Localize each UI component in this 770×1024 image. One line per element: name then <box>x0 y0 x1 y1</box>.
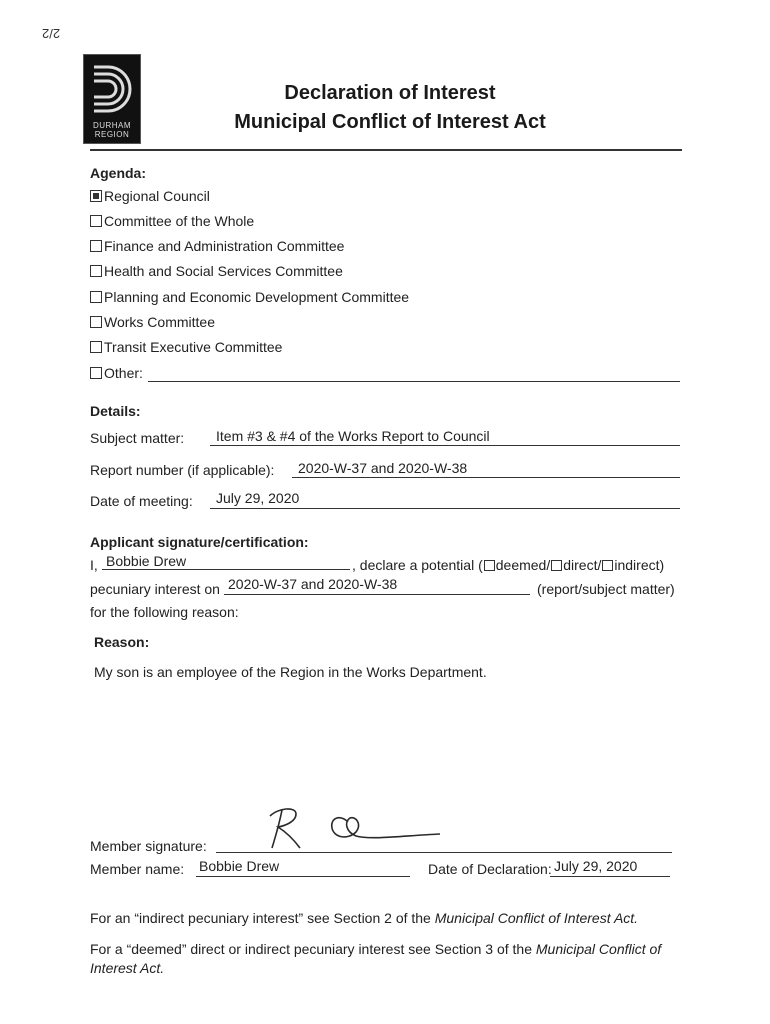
checkbox-icon[interactable] <box>551 560 562 571</box>
logo-text-line1: DURHAM <box>92 121 132 130</box>
agenda-item-regional-council[interactable]: Regional Council <box>90 188 210 204</box>
durham-region-logo <box>83 54 141 144</box>
checkbox-icon[interactable] <box>484 560 495 571</box>
agenda-item-other[interactable]: Other: <box>90 365 143 381</box>
form-subtitle: Municipal Conflict of Interest Act <box>234 111 546 133</box>
member-signature-label: Member signature: <box>90 838 207 854</box>
report-number-value[interactable]: 2020-W-37 and 2020-W-38 <box>298 460 468 476</box>
date-of-meeting-value[interactable]: July 29, 2020 <box>216 490 300 506</box>
pecuniary-label: pecuniary interest on <box>90 581 220 597</box>
checkbox-icon[interactable] <box>90 215 102 227</box>
page-number: 2/2 <box>42 26 61 41</box>
checkbox-icon[interactable] <box>90 341 102 353</box>
checkbox-icon[interactable] <box>90 316 102 328</box>
agenda-item-planning[interactable]: Planning and Economic Development Committee <box>90 289 409 305</box>
declare-statement: , declare a potential ( deemed/ direct/ indirect) <box>352 557 665 573</box>
subject-matter-value[interactable]: Item #3 & #4 of the Works Report to Council <box>216 428 490 444</box>
report-subject-label: (report/subject matter) <box>537 581 675 597</box>
agenda-item-health[interactable]: Health and Social Services Committee <box>90 263 343 279</box>
member-name-label: Member name: <box>90 861 185 877</box>
applicant-name-line <box>102 569 350 570</box>
applicant-name[interactable]: Bobbie Drew <box>106 553 187 569</box>
reason-text[interactable]: My son is an employee of the Region in the Works Department. <box>94 664 487 680</box>
checkbox-checked-icon[interactable] <box>90 190 102 202</box>
member-name-line <box>196 876 410 877</box>
checkbox-icon[interactable] <box>90 291 102 303</box>
handwritten-signature <box>260 800 450 858</box>
reason-intro: for the following reason: <box>90 604 239 620</box>
applicant-prefix: I, <box>90 557 98 573</box>
date-of-meeting-label: Date of meeting: <box>90 493 193 509</box>
form-title: Declaration of Interest <box>284 82 496 104</box>
header-divider <box>90 149 682 151</box>
logo-text-line2: REGION <box>94 130 130 139</box>
agenda-item-transit[interactable]: Transit Executive Committee <box>90 339 282 355</box>
date-of-declaration-label: Date of Declaration: <box>428 861 552 877</box>
subject-matter-label: Subject matter: <box>90 430 185 446</box>
footnote-indirect: For an “indirect pecuniary interest” see Section 2 of the Municipal Conflict of Interest Act. <box>90 910 639 926</box>
checkbox-icon[interactable] <box>90 367 102 379</box>
date-of-meeting-line <box>210 508 680 509</box>
pecuniary-value[interactable]: 2020-W-37 and 2020-W-38 <box>228 576 398 592</box>
logo-d-icon <box>90 63 134 115</box>
agenda-heading: Agenda: <box>90 165 146 181</box>
applicant-heading: Applicant signature/certification: <box>90 534 309 550</box>
checkbox-icon[interactable] <box>602 560 613 571</box>
footnote-deemed: For a “deemed” direct or indirect pecuniary interest see Section 3 of the Municipal Conflict of Interest Act. <box>90 941 662 976</box>
agenda-item-committee-of-the-whole[interactable]: Committee of the Whole <box>90 213 254 229</box>
pecuniary-line <box>224 594 530 595</box>
report-number-line <box>292 477 680 478</box>
checkbox-icon[interactable] <box>90 265 102 277</box>
member-name-value[interactable]: Bobbie Drew <box>199 858 280 874</box>
agenda-item-works[interactable]: Works Committee <box>90 314 215 330</box>
member-signature-line[interactable] <box>216 852 672 853</box>
details-heading: Details: <box>90 403 141 419</box>
date-of-declaration-line <box>550 876 670 877</box>
subject-matter-line <box>210 445 680 446</box>
other-field-line[interactable] <box>148 381 680 382</box>
agenda-item-finance[interactable]: Finance and Administration Committee <box>90 238 344 254</box>
reason-heading: Reason: <box>94 634 150 650</box>
date-of-declaration-value[interactable]: July 29, 2020 <box>554 858 638 874</box>
report-number-label: Report number (if applicable): <box>90 462 275 478</box>
checkbox-icon[interactable] <box>90 240 102 252</box>
